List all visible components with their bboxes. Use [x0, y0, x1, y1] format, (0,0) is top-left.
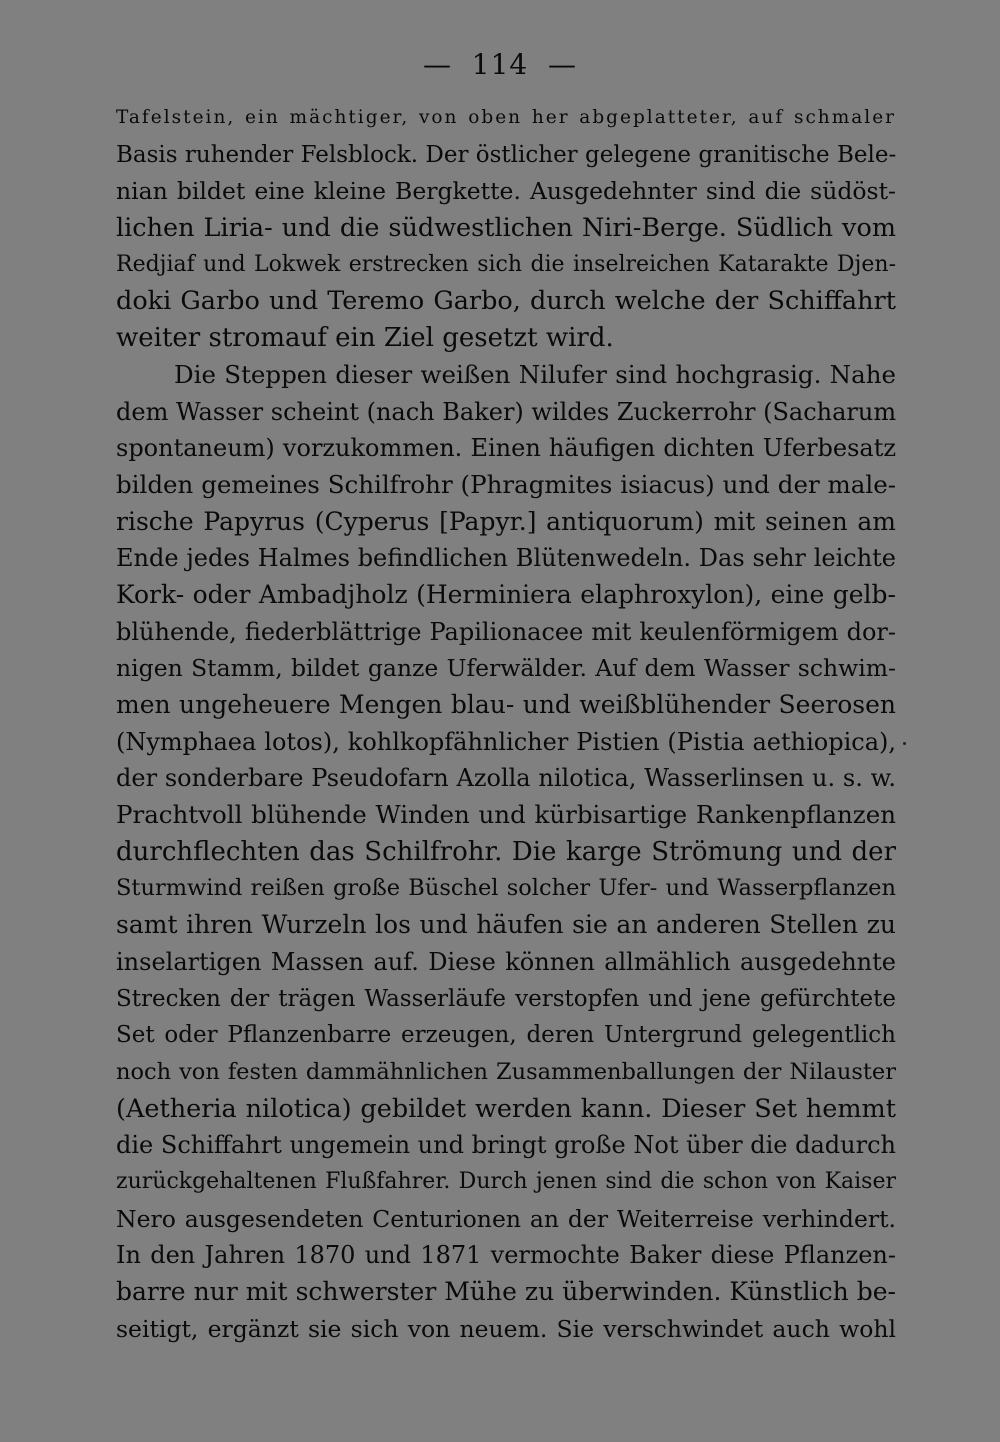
text-line: nian bildet eine kleine Bergkette. Ausgedehnter sind die südöst- [116, 177, 896, 206]
text-line: noch von festen dammähnlichen Zusammenballungen der Nilauster [116, 1058, 896, 1085]
paragraph-end-line: weiter stromauf ein Ziel gesetzt wird. [116, 323, 614, 354]
text-line: (Nymphaea lotos), kohlkopfähnlicher Pistien (Pistia aethiopica), [116, 727, 896, 756]
text-line: nigen Stamm, bildet ganze Uferwälder. Auf dem Wasser schwim- [116, 654, 896, 683]
text-line: bilden gemeines Schilfrohr (Phragmites isiacus) und der male- [116, 469, 896, 499]
text-line: Tafelstein, ein mächtiger, von oben her abgeplatteter, auf schmaler [116, 107, 896, 128]
text-line: Ende jedes Halmes befindlichen Blütenwedeln. Das sehr leichte [116, 544, 896, 573]
text-line: spontaneum) vorzukommen. Einen häufigen dichten Uferbesatz [116, 434, 896, 463]
text-line: Sturmwind reißen große Büschel solcher Ufer- und Wasserpflanzen [116, 875, 896, 902]
page-header [0, 48, 1000, 81]
body-text [116, 100, 896, 1347]
text-line: rische Papyrus (Cyperus [Papyr.] antiquorum) mit seinen am [116, 506, 896, 536]
text-line: men ungeheuere Mengen blau- und weißblühender Seerosen [116, 690, 896, 719]
text-line: inselartigen Massen auf. Diese können allmählich ausgedehnte [116, 947, 896, 976]
header-dash-left: — [422, 48, 452, 81]
text-line: Nero ausgesendeten Centurionen an der Weiterreise verhindert. [116, 1204, 896, 1233]
text-line: Basis ruhender Felsblock. Der östlicher gelegene granitische Bele- [116, 141, 897, 168]
text-line: die Schiffahrt ungemein und bringt große Not über die dadurch [116, 1131, 896, 1160]
text-line: samt ihren Wurzeln los und häufen sie an anderen Stellen zu [116, 910, 896, 940]
page-number: 114 [471, 48, 529, 81]
text-line: lichen Liria- und die südwestlichen Niri-Berge. Südlich vom [116, 213, 896, 244]
text-line: Prachtvoll blühende Winden und kürbisartige Rankenpflanzen [116, 800, 896, 830]
print-speck [903, 742, 906, 745]
text-line: In den Jahren 1870 und 1871 vermochte Baker diese Pflanzen- [116, 1241, 896, 1270]
text-line: der sonderbare Pseudofarn Azolla nilotica, Wasserlinsen u. s. w. [116, 764, 896, 793]
paragraph-start-line: Die Steppen dieser weißen Nilufer sind hochgrasig. Nahe [174, 359, 896, 389]
text-line: (Aetheria nilotica) gebildet werden kann. Dieser Set hemmt [116, 1093, 896, 1124]
text-line: zurückgehaltenen Flußfahrer. Durch jenen sind die schon von Kaiser [116, 1168, 896, 1194]
text-line: seitigt, ergänzt sie sich von neuem. Sie verschwindet auch wohl [116, 1314, 896, 1343]
text-line: barre nur mit schwerster Mühe zu überwinden. Künstlich be- [116, 1277, 896, 1306]
header-dash-right: — [548, 48, 578, 81]
text-line: doki Garbo und Teremo Garbo, durch welche der Schiffahrt [116, 286, 896, 317]
text-line: dem Wasser scheint (nach Baker) wildes Zuckerrohr (Sacharum [116, 397, 897, 426]
text-line: durchflechten das Schilfrohr. Die karge Strömung und der [116, 836, 896, 867]
text-line: blühende, fiederblättrige Papilionacee mit keulenförmigem dor- [116, 617, 896, 646]
text-line: Strecken der trägen Wasserläufe verstopfen und jene gefürchtete [116, 985, 896, 1012]
text-line: Kork- oder Ambadjholz (Herminiera elaphroxylon), eine gelb- [116, 579, 896, 609]
text-line: Set oder Pflanzenbarre erzeugen, deren Untergrund gelegentlich [116, 1022, 896, 1049]
text-line: Redjiaf und Lokwek erstrecken sich die inselreichen Katarakte Djen- [116, 251, 896, 277]
